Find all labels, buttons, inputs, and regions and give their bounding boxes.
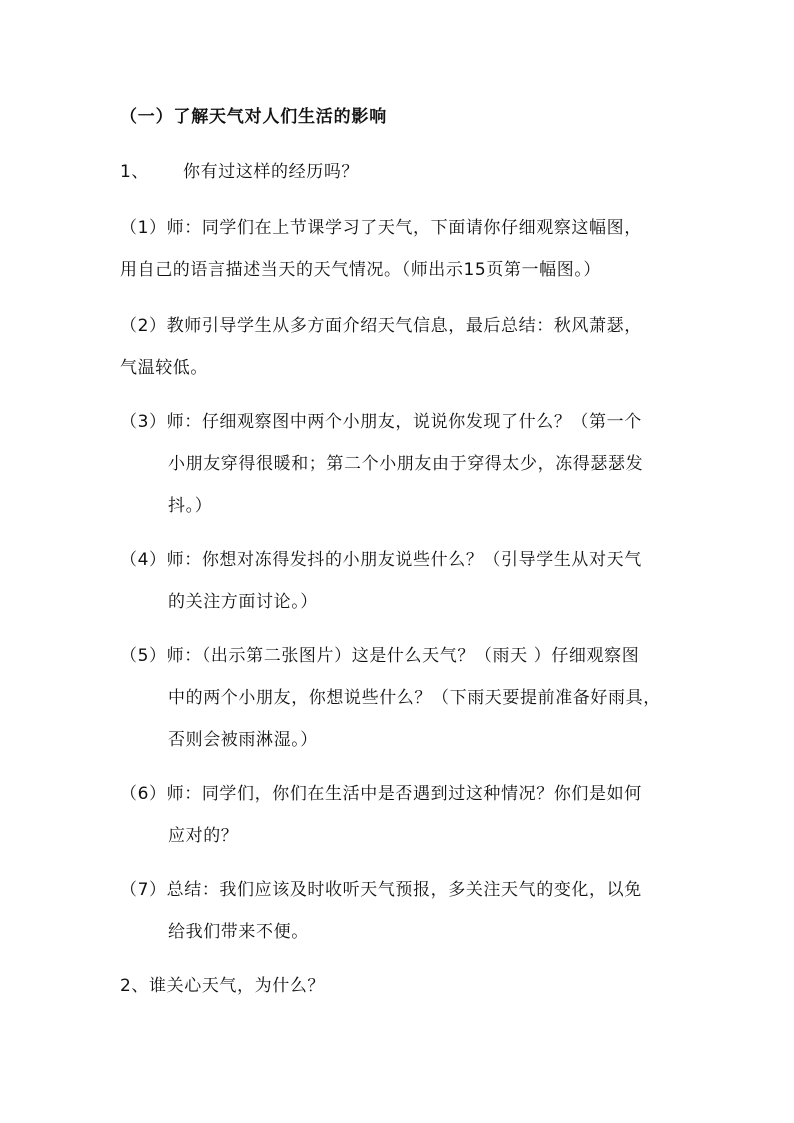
item-2-line-2: 气温较低。 [120, 358, 208, 378]
item-3-line-2: 小朋友穿得很暖和；第二个小朋友由于穿得太少，冻得瑟瑟发 [168, 454, 644, 474]
item-7-line-2: 给我们带来不便。 [168, 922, 309, 942]
item-6-line-2: 应对的？ [168, 826, 239, 846]
item-4-line-2: 的关注方面讨论。） [168, 592, 318, 612]
item-1-line-1: （1）师：同学们在上节课学习了天气，下面请你仔细观察这幅图， [120, 218, 642, 238]
item-5-line-1: （5）师：（出示第二张图片）这是什么天气？（雨天 ）仔细观察图 [120, 646, 640, 666]
item-5-line-3: 否则会被雨淋湿。） [168, 730, 318, 750]
question-1 [120, 160, 359, 184]
item-2-line-1: （2）教师引导学生从多方面介绍天气信息，最后总结：秋风萧瑟， [120, 316, 642, 336]
question-1-text: 你有过这样的经历吗？ [183, 162, 360, 182]
item-4-line-1: （4）师：你想对冻得发抖的小朋友说些什么？（引导学生从对天气 [120, 550, 642, 570]
item-1-line-2: 用自己的语言描述当天的天气情况。（师出示15页第一幅图。） [120, 260, 602, 280]
item-5-line-2: 中的两个小朋友，你想说些什么？（下雨天要提前准备好雨具， [168, 688, 661, 708]
question-2: 2、谁关心天气，为什么？ [120, 976, 326, 996]
item-3-line-1: （3）师：仔细观察图中两个小朋友，说说你发现了什么？（第一个 [120, 412, 642, 432]
item-6-line-1: （6）师：同学们，你们在生活中是否遇到过这种情况？你们是如何 [120, 784, 642, 804]
section-title: （一）了解天气对人们生活的影响 [120, 107, 387, 127]
item-3-line-3: 抖。） [168, 496, 213, 516]
item-7-line-1: （7）总结：我们应该及时收听天气预报，多关注天气的变化，以免 [120, 880, 642, 900]
question-1-number: 1、 [120, 162, 150, 182]
